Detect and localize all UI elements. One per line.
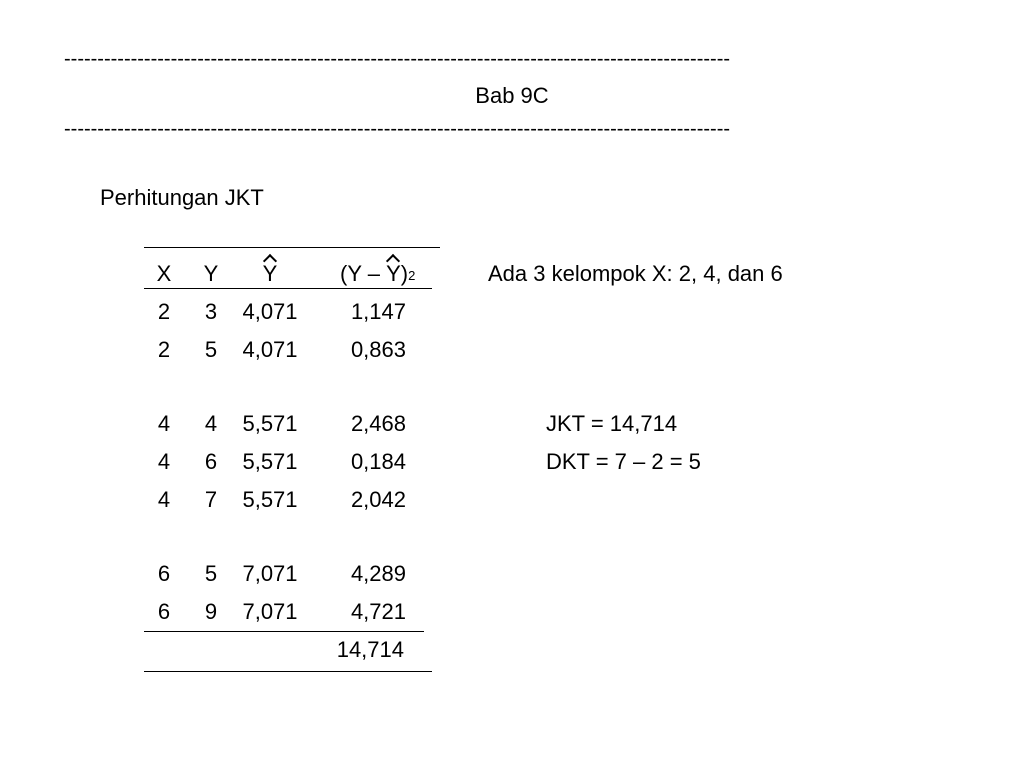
note-groups: Ada 3 kelompok X: 2, 4, dan 6 bbox=[488, 261, 783, 286]
y-hat-symbol: Y bbox=[262, 261, 278, 286]
cell-y-hat: 5,571 bbox=[242, 449, 298, 474]
cell-y: 7 bbox=[204, 487, 218, 512]
table-total: 14,714 bbox=[336, 637, 404, 662]
note-jkt: JKT = 14,714 bbox=[546, 411, 678, 436]
cell-y-hat: 7,071 bbox=[242, 561, 298, 586]
cell-y-hat: 5,571 bbox=[242, 411, 298, 436]
cell-squared-residual: 4,721 bbox=[350, 599, 406, 624]
cell-squared-residual: 0,863 bbox=[350, 337, 406, 362]
cell-x: 2 bbox=[157, 337, 171, 362]
cell-y: 5 bbox=[204, 337, 218, 362]
header-squared-close: ) bbox=[400, 261, 409, 286]
cell-y-hat: 4,071 bbox=[242, 299, 298, 324]
cell-y-hat: 5,571 bbox=[242, 487, 298, 512]
header-squared-residual bbox=[340, 260, 440, 288]
cell-x: 4 bbox=[157, 487, 171, 512]
bottom-dashed-separator: ---------------------------------------------------------------------------------------------------- bbox=[64, 120, 731, 138]
cell-squared-residual: 1,147 bbox=[350, 299, 406, 324]
cell-y-hat: 7,071 bbox=[242, 599, 298, 624]
note-dkt: DKT = 7 – 2 = 5 bbox=[546, 449, 701, 474]
cell-x: 6 bbox=[157, 599, 171, 624]
table-sum-rule bbox=[144, 631, 424, 632]
cell-squared-residual: 2,468 bbox=[350, 411, 406, 436]
table-top-rule bbox=[144, 247, 440, 248]
cell-squared-residual: 2,042 bbox=[350, 487, 406, 512]
slide-title: Bab 9C bbox=[475, 83, 549, 108]
header-y: Y bbox=[203, 261, 219, 286]
section-heading: Perhitungan JKT bbox=[100, 185, 264, 210]
top-dashed-separator: ---------------------------------------------------------------------------------------------------- bbox=[64, 50, 731, 68]
cell-x: 4 bbox=[157, 411, 171, 436]
cell-y: 3 bbox=[204, 299, 218, 324]
header-y-hat bbox=[230, 260, 310, 288]
cell-y: 4 bbox=[204, 411, 218, 436]
cell-x: 4 bbox=[157, 449, 171, 474]
table-bottom-rule bbox=[144, 671, 432, 672]
header-squared-power: 2 bbox=[408, 268, 416, 283]
table-header-rule bbox=[144, 288, 432, 289]
header-squared-open: (Y – bbox=[340, 261, 387, 286]
cell-y: 6 bbox=[204, 449, 218, 474]
cell-y: 9 bbox=[204, 599, 218, 624]
y-hat-symbol-residual: Y bbox=[386, 261, 401, 286]
cell-squared-residual: 4,289 bbox=[350, 561, 406, 586]
cell-x: 6 bbox=[157, 561, 171, 586]
cell-y: 5 bbox=[204, 561, 218, 586]
cell-y-hat: 4,071 bbox=[242, 337, 298, 362]
cell-x: 2 bbox=[157, 299, 171, 324]
cell-squared-residual: 0,184 bbox=[350, 449, 406, 474]
header-x: X bbox=[156, 261, 172, 286]
